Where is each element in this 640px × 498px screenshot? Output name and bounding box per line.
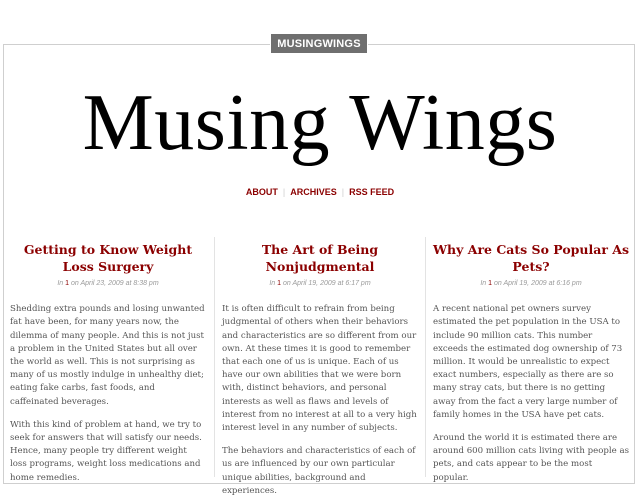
nav-about[interactable]: ABOUT [245, 187, 278, 197]
nav-archives[interactable]: ARCHIVES [290, 187, 337, 197]
site-badge[interactable]: MUSINGWINGS [270, 33, 368, 54]
column-divider [214, 237, 215, 477]
post-meta [433, 277, 629, 290]
nav-rss-feed[interactable]: RSS FEED [349, 187, 395, 197]
meta-in: In [57, 280, 64, 287]
site-title[interactable]: Musing Wings [82, 79, 558, 167]
post-paragraph: It is often difficult to refrain from being judgmental of others when their behaviors and characteristics are so different from our own. At these times it is good to remember that each one of us is unique. Each of us have our own abilities that we were born with, distinct behaviors, and personal interests as well as flaws and levels of interest from no interest at all to a very high interest level in any number of subjects. [222, 304, 417, 434]
post-nonjudgmental [222, 237, 418, 498]
meta-date: on April 19, 2009 at 6:16 pm [493, 280, 582, 287]
meta-date: on April 19, 2009 at 6:17 pm [282, 280, 371, 287]
post-category-link[interactable]: 1 [277, 280, 282, 287]
post-paragraph: With this kind of problem at hand, we try to seek for answers that will satisfy our needs. Hence, many people try different weight loss programs, weight loss medications and home remedies. [10, 419, 202, 483]
post-title[interactable]: The Art of Being Nonjudgmental [261, 242, 379, 274]
column-divider [425, 237, 426, 477]
post-paragraph: Shedding extra pounds and losing unwanted fat have been, for many years now, the dilemma of many people. And this is not just a problem in the United States but all over the world as well. This is not surprising as many of us mostly indulge in unhealthy diet; eating fake carbs, fast foods, and caffeinated beverages. [10, 304, 205, 407]
meta-in: In [480, 280, 487, 287]
post-title[interactable]: Getting to Know Weight Loss Surgery [23, 242, 193, 274]
nav-separator: | [341, 187, 345, 197]
post-cats-popular [433, 237, 629, 485]
post-paragraph: The behaviors and characteristics of each of us are influenced by our own particular unique abilities, background and experiences. [222, 446, 416, 496]
post-paragraph: Around the world it is estimated there are around 600 million cats living with people as pets, and cats appear to be the most popular. [433, 433, 630, 483]
post-paragraph: A recent national pet owners survey estimated the pet population in the USA to include 90 million cats. This number exceeds the estimated dog ownership of 73 million. It would be unrealistic to expect exact numbers, especially as there are so many stray cats, but there is no getting away from the fact a very large number of family homes in the USA have pet cats. [433, 304, 623, 420]
meta-in: In [269, 280, 276, 287]
main-nav [0, 187, 640, 197]
post-category-link[interactable]: 1 [488, 280, 493, 287]
post-weight-loss-surgery [10, 237, 206, 485]
nav-separator: | [282, 187, 286, 197]
post-title[interactable]: Why Are Cats So Popular As Pets? [433, 242, 630, 274]
meta-date: on April 23, 2009 at 8:38 pm [70, 280, 159, 287]
post-meta [10, 277, 206, 290]
post-meta [222, 277, 418, 290]
post-category-link[interactable]: 1 [65, 280, 70, 287]
